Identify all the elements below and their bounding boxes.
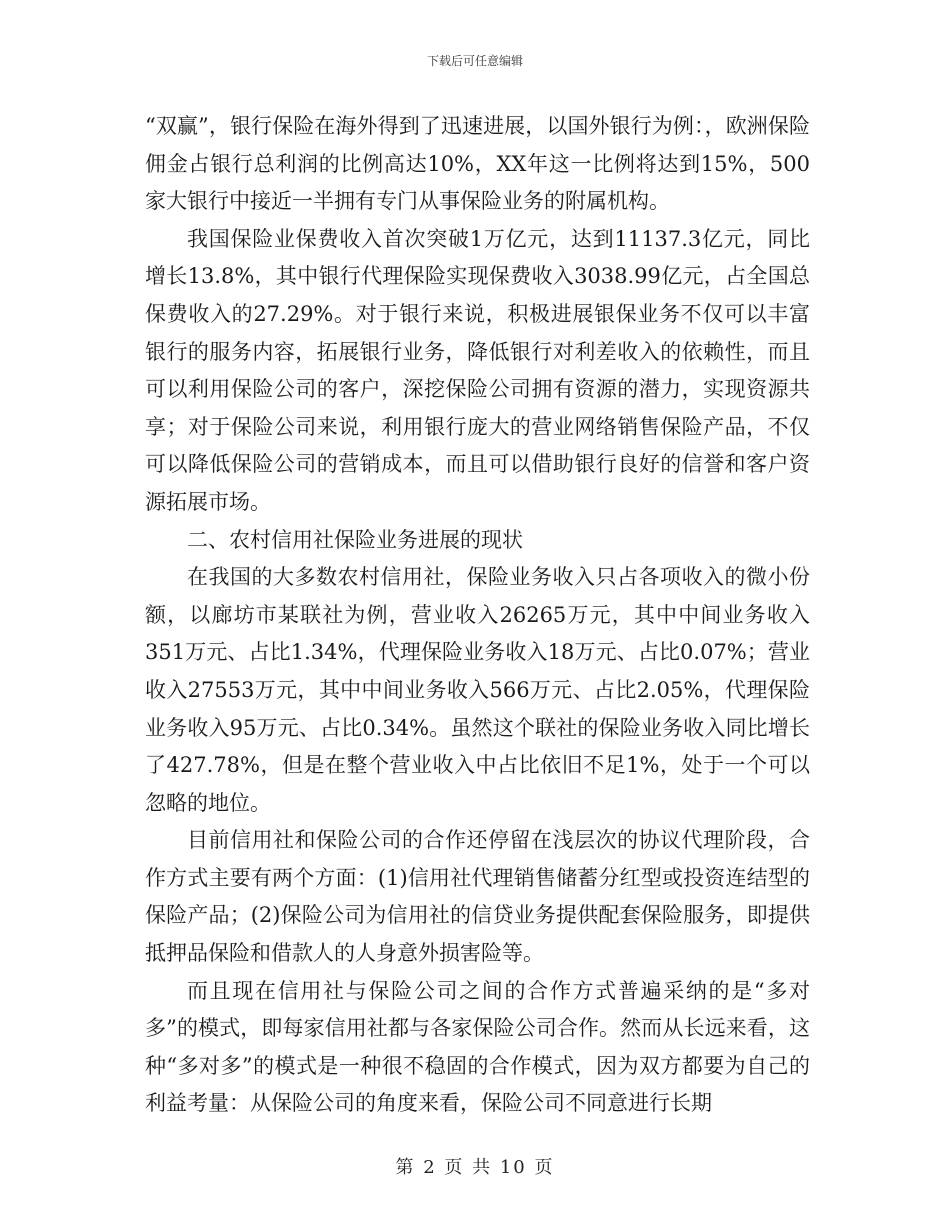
document-body xyxy=(145,108,810,1123)
page-number: 第 2 页 共 10 页 xyxy=(395,1157,555,1178)
paragraph-rural-credit-status: 在我国的大多数农村信用社，保险业务收入只占各项收入的微小份额，以廊坊市某联社为例，营业收入26265万元，其中中间业务收入351万元、占比1.34%，代理保险业务收入18万元、占比0.07%；营业收入27553万元，其中中间业务收入566万元、占比2.05%，代理保险业务收入95万元、占比0.34%。虽然这个联社的保险业务收入同比增长了427.78%，但是在整个营业收入中占比依旧不足1%，处于一个可以忽略的地位。 xyxy=(145,565,810,815)
page-header: 下载后可任意编辑 xyxy=(426,54,523,68)
paragraph-continued: “双赢”，银行保险在海外得到了迅速进展，以国外银行为例：，欧洲保险佣金占银行总利润的比例高达10%，XX年这一比例将达到15%，500家大银行中接近一半拥有专门从事保险业务的附属机构。 xyxy=(145,114,810,214)
section-heading: 二、农村信用社保险业务进展的现状 xyxy=(187,527,523,552)
paragraph-cooperation-model: 而且现在信用社与保险公司之间的合作方式普遍采纳的是“多对多”的模式，即每家信用社都与各家保险公司合作。然而从长远来看，这种“多对多”的模式是一种很不稳固的合作模式，因为双方都要为自己的利益考量：从保险公司的角度来看，保险公司不同意进行长期 xyxy=(145,978,810,1116)
paragraph-premium-income: 我国保险业保费收入首次突破1万亿元，达到11137.3亿元，同比增长13.8%，其中银行代理保险实现保费收入3038.99亿元，占全国总保费收入的27.29%。对于银行来说，积极进展银保业务不仅可以丰富银行的服务内容，拓展银行业务，降低银行对利差收入的依赖性，而且可以利用保险公司的客户，深挖保险公司拥有资源的潜力，实现资源共享；对于保险公司来说，利用银行庞大的营业网络销售保险产品，不仅可以降低保险公司的营销成本，而且可以借助银行良好的信誉和客户资源拓展市场。 xyxy=(145,226,810,514)
paragraph-cooperation-stage: 目前信用社和保险公司的合作还停留在浅层次的协议代理阶段，合作方式主要有两个方面：(1)信用社代理销售储蓄分红型或投资连结型的保险产品；(2)保险公司为信用社的信贷业务提供配套保险服务，即提供抵押品保险和借款人的人身意外损害险等。 xyxy=(145,828,810,966)
